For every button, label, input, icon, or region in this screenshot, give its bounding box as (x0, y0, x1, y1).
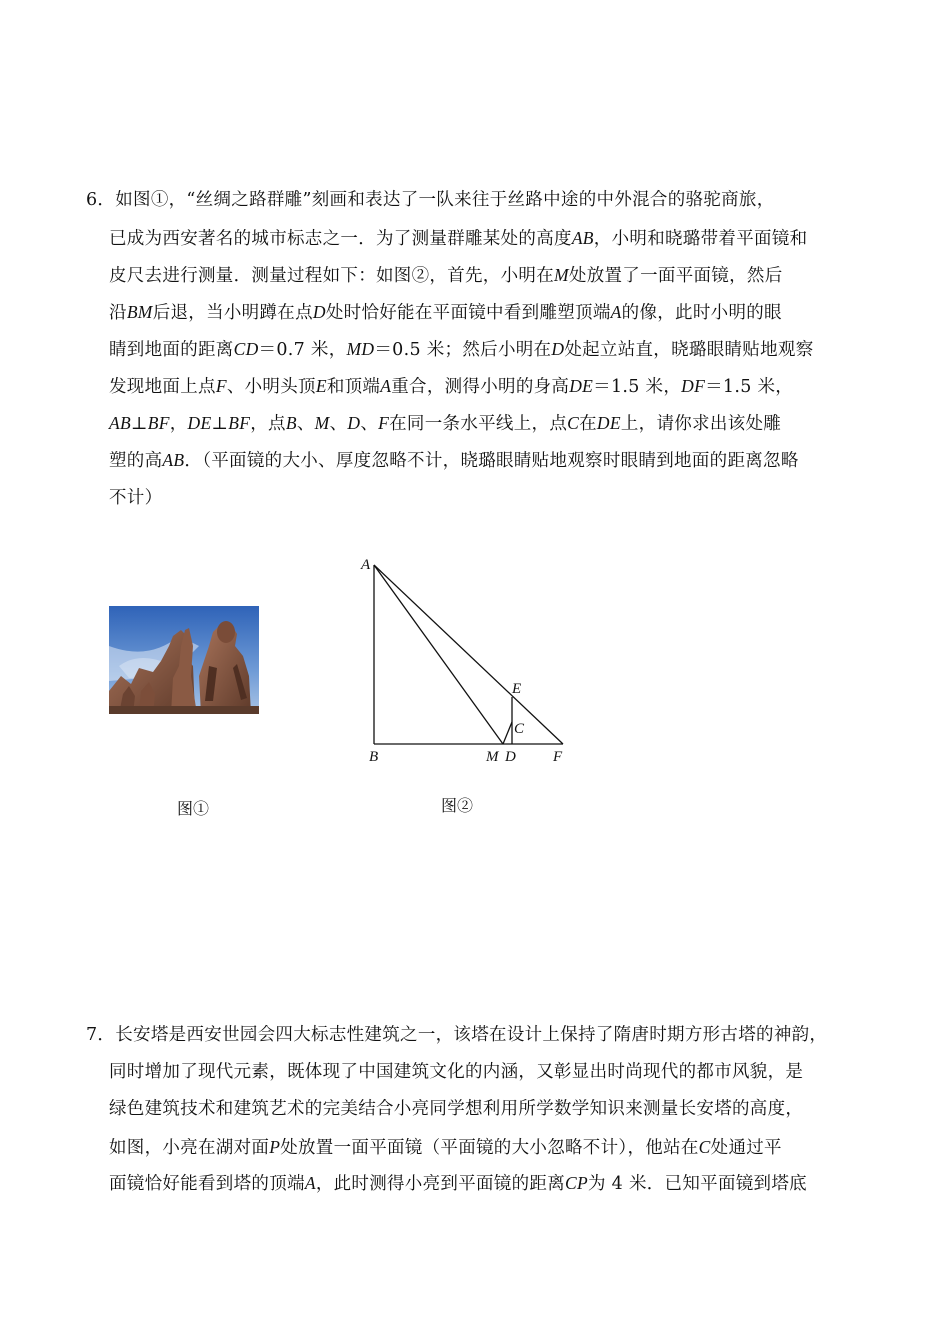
segment-AF (374, 565, 563, 744)
q6-line-7: AB⊥BF，DE⊥BF，点B、M、D、F在同一条水平线上，点C在DE上，请你求出该处雕 (109, 413, 782, 434)
geometry-diagram (355, 552, 580, 772)
q6-line-8: 塑的高AB．（平面镜的大小、厚度忽略不计，晓璐眼睛贴地观察时眼睛到地面的距离忽略 (109, 450, 799, 471)
figure-1-caption: 图① (177, 799, 210, 818)
segment-MC (503, 722, 512, 744)
q6-line-9: 不计） (109, 488, 163, 508)
q6-line-2: 已成为西安著名的城市标志之一．为了测量群雕某处的高度AB，小明和晓璐带着平面镜和 (109, 228, 808, 249)
label-M: M (486, 749, 499, 765)
q6-line-3: 皮尺去进行测量．测量过程如下：如图②，首先，小明在M处放置了一面平面镜，然后 (109, 265, 783, 286)
figure-2-caption: 图② (441, 796, 474, 815)
q7-line-3: 绿色建筑技术和建筑艺术的完美结合小亮同学想利用所学数学知识来测量长安塔的高度， (109, 1099, 804, 1119)
q7-number: 7． (86, 1025, 116, 1045)
label-A: A (361, 557, 371, 573)
q7-line-4: 如图，小亮在湖对面P处放置一面平面镜（平面镜的大小忽略不计），他站在C处通过平 (109, 1137, 782, 1158)
q6-line-5: 睛到地面的距离CD＝0.7 米，MD＝0.5 米；然后小明在D处起立站直，晓璐眼睛贴地观察 (109, 339, 814, 360)
label-E: E (512, 681, 522, 697)
q7-line-2: 同时增加了现代元素，既体现了中国建筑文化的内涵，又彰显出时尚现代的都市风貌，是 (109, 1062, 804, 1082)
silk-road-sculpture-photo (109, 606, 259, 714)
sculpture-photo-drawing (109, 606, 259, 714)
label-D: D (505, 749, 516, 765)
q6-line-1: 6．如图①，“丝绸之路群雕”刻画和表达了一队来往于丝路中途的中外混合的骆驼商旅， (86, 190, 775, 210)
segment-AM (374, 565, 503, 744)
q6-number: 6． (86, 190, 116, 210)
label-B: B (369, 749, 379, 765)
label-C: C (514, 721, 525, 737)
q6-line-6: 发现地面上点F、小明头顶E和顶端A重合，测得小明的身高DE＝1.5 米，DF＝1.5 米， (109, 376, 794, 397)
q7-line-5: 面镜恰好能看到塔的顶端A，此时测得小亮到平面镜的距离CP为 4 米．已知平面镜到塔底 (109, 1173, 807, 1194)
label-F: F (553, 749, 563, 765)
q7-line-1: 7．长安塔是西安世园会四大标志性建筑之一，该塔在设计上保持了隋唐时期方形古塔的神韵， (86, 1025, 828, 1045)
q6-line-4: 沿BM后退，当小明蹲在点D处时恰好能在平面镜中看到雕塑顶端A的像，此时小明的眼 (109, 302, 782, 323)
